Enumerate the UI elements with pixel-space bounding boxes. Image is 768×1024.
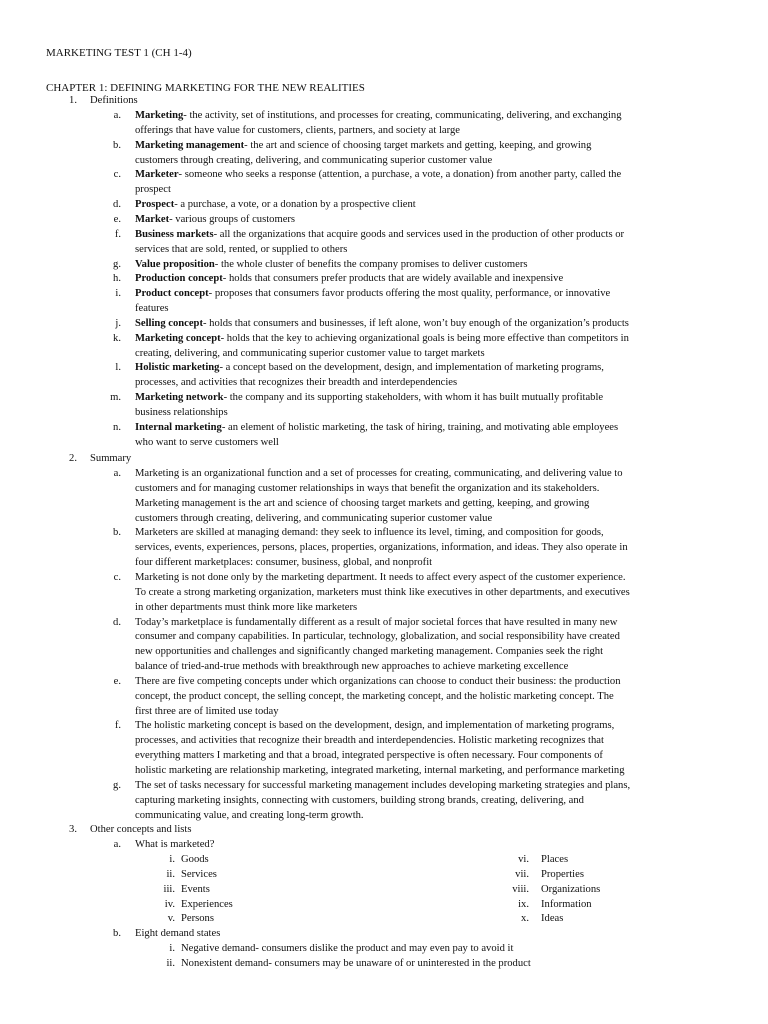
definition-term: Holistic marketing bbox=[135, 362, 220, 374]
summary-line: The set of tasks necessary for successful marketing management includes developing marketing strategies and plans, bbox=[135, 779, 631, 791]
definition-line bbox=[135, 436, 279, 451]
definition-text: - holds that consumers prefer products that are widely available and inexpensive bbox=[222, 273, 564, 285]
definition-line bbox=[135, 183, 171, 198]
definition-text: - a purchase, a vote, or a donation by a prospective client bbox=[174, 199, 416, 211]
definition-text: creating, delivering, and communicating superior customer value to target markets bbox=[135, 347, 485, 359]
summary-letter: d. bbox=[113, 616, 121, 628]
summary-line: customers and for managing customer relationships in ways that benefit the organization and its stakeholders. bbox=[135, 482, 600, 494]
definition-line bbox=[135, 139, 591, 154]
definition-line bbox=[135, 347, 485, 362]
definition-text: - the art and science of choosing target markets and getting, keeping, and growing bbox=[244, 139, 592, 151]
marketed-item: Persons bbox=[181, 913, 214, 925]
roman-numeral: v. bbox=[167, 913, 175, 925]
definition-text: - a concept based on the development, design, and implementation of marketing programs, bbox=[219, 362, 604, 374]
summary-line: balance of tried-and-true methods with breakthrough new approaches to achieve marketing excellence bbox=[135, 661, 569, 673]
roman-numeral: ii. bbox=[166, 868, 175, 880]
definition-text: who want to serve customers well bbox=[135, 436, 279, 448]
definition-text: - someone who seeks a response (attention, a purchase, a vote, a donation) from another party, called the bbox=[178, 169, 622, 181]
definition-text: services that are sold, rented, or supplied to others bbox=[135, 243, 348, 255]
summary-letter: a. bbox=[113, 468, 121, 479]
summary-line: holistic marketing are relationship marketing, integrated marketing, internal marketing, and performance marketing bbox=[135, 765, 625, 776]
marketed-item: Services bbox=[181, 868, 217, 880]
definition-term: Production concept bbox=[135, 273, 223, 285]
list-item-label: Eight demand states bbox=[135, 928, 221, 939]
definition-letter: f. bbox=[114, 228, 121, 240]
definition-line bbox=[135, 361, 604, 376]
marketed-item: Ideas bbox=[541, 913, 564, 925]
definition-line bbox=[135, 109, 622, 124]
definition-text: - holds that the key to achieving organizational goals is being more effective than competitors in bbox=[220, 332, 629, 344]
definition-line bbox=[135, 243, 347, 258]
summary-line: Marketers are skilled at managing demand: they seek to influence its level, timing, and composition for goods, bbox=[135, 527, 604, 539]
document-title: MARKETING TEST 1 (CH 1-4) bbox=[46, 47, 192, 59]
roman-numeral: ii. bbox=[166, 957, 175, 969]
definition-text: - the whole cluster of benefits the company promises to deliver customers bbox=[214, 258, 528, 270]
definition-term: Marketer bbox=[135, 169, 179, 181]
roman-numeral: iii. bbox=[163, 883, 175, 895]
definition-letter: j. bbox=[115, 317, 121, 329]
demand-state-item: Negative demand- consumers dislike the product and may even pay to avoid it bbox=[181, 943, 514, 954]
roman-numeral: vii. bbox=[515, 868, 529, 880]
definition-line bbox=[135, 317, 629, 332]
definition-text: offerings that have value for customers, clients, partners, and society at large bbox=[135, 124, 460, 136]
definition-text: features bbox=[135, 303, 169, 315]
section-number: 2. bbox=[69, 453, 77, 464]
definition-term: Prospect bbox=[135, 199, 175, 211]
summary-line: customers through creating, delivering, and communicating superior customer value bbox=[135, 512, 493, 524]
definition-term: Internal marketing bbox=[135, 421, 222, 433]
definition-letter: i. bbox=[115, 288, 121, 300]
summary-line: concept, the product concept, the selling concept, the marketing concept, and the holistic marketing concept. The bbox=[135, 690, 614, 702]
marketed-item: Events bbox=[181, 883, 210, 895]
definition-letter: h. bbox=[113, 273, 121, 285]
definition-text: processes, and activities that recognizes their breadth and interdependencies bbox=[135, 377, 458, 389]
definition-term: Marketing bbox=[135, 110, 184, 121]
roman-numeral: vi. bbox=[518, 854, 529, 865]
summary-line: Marketing is not done only by the marketing department. It needs to affect every aspect of the customer experience. bbox=[135, 571, 626, 583]
summary-line: Marketing management is the art and science of choosing target markets and getting, keeping, and growing bbox=[135, 497, 590, 509]
definition-term: Marketing network bbox=[135, 392, 224, 404]
definition-line bbox=[135, 421, 618, 436]
definition-line bbox=[135, 258, 528, 273]
definition-term: Marketing concept bbox=[135, 332, 221, 344]
definition-text: - an element of holistic marketing, the task of hiring, training, and motivating able employees bbox=[221, 421, 619, 433]
summary-line: The holistic marketing concept is based on the development, design, and implementation of marketing programs, bbox=[135, 720, 615, 732]
section-number: 1. bbox=[69, 95, 77, 106]
definition-text: - proposes that consumers favor products offering the most quality, performance, or innovative bbox=[208, 288, 611, 300]
definition-text: business relationships bbox=[135, 407, 228, 418]
demand-state-item: Nonexistent demand- consumers may be unaware of or uninterested in the product bbox=[181, 957, 531, 969]
definition-term: Marketing management bbox=[135, 139, 245, 151]
definition-letter: m. bbox=[110, 392, 121, 404]
definition-line bbox=[135, 302, 169, 317]
definition-letter: e. bbox=[113, 213, 121, 225]
definition-text: - the company and its supporting stakeholders, with whom it has built mutually profitable bbox=[223, 392, 604, 404]
section-label: Other concepts and lists bbox=[90, 824, 192, 835]
summary-line: processes, and activities that recognize their breadth and interdependencies. Holistic marketing recognizes that bbox=[135, 735, 604, 747]
definition-line bbox=[135, 391, 603, 406]
definition-letter: d. bbox=[113, 199, 121, 211]
summary-letter: b. bbox=[113, 527, 121, 539]
summary-line: first three are of limited use today bbox=[135, 705, 279, 717]
definition-text: prospect bbox=[135, 184, 171, 196]
roman-numeral: viii. bbox=[512, 883, 529, 895]
marketed-item: Goods bbox=[181, 854, 209, 865]
definition-line bbox=[135, 198, 416, 213]
chapter-heading: CHAPTER 1: DEFINING MARKETING FOR THE NEW REALITIES bbox=[46, 82, 365, 94]
definition-text: - holds that consumers and businesses, if left alone, won’t buy enough of the organization’s products bbox=[202, 317, 629, 329]
summary-line: To create a strong marketing organization, marketers must think like executives in other departments, and executives bbox=[135, 586, 630, 598]
definition-term: Value proposition bbox=[135, 258, 215, 270]
roman-numeral: ix. bbox=[518, 898, 529, 910]
summary-line: There are five competing concepts under which organizations can choose to conduct their business: the production bbox=[135, 675, 621, 687]
summary-line: Marketing is an organizational function and a set of processes for creating, communicating, and delivering value to bbox=[135, 468, 623, 479]
definition-line bbox=[135, 228, 624, 243]
section-label: Definitions bbox=[90, 95, 138, 106]
definition-line bbox=[135, 332, 629, 347]
definition-text: - the activity, set of institutions, and processes for creating, communicating, delivering, and exchanging bbox=[183, 110, 622, 121]
summary-line: capturing marketing insights, connecting with customers, building strong brands, creating, delivering, and bbox=[135, 794, 584, 806]
definition-letter: n. bbox=[113, 421, 121, 433]
roman-numeral: i. bbox=[169, 943, 175, 954]
definition-letter: b. bbox=[113, 139, 121, 151]
marketed-item: Information bbox=[541, 898, 592, 910]
definition-line bbox=[135, 124, 460, 139]
definition-letter: a. bbox=[113, 110, 121, 121]
definition-line bbox=[135, 272, 563, 287]
definition-letter: g. bbox=[113, 258, 121, 270]
summary-line: Today’s marketplace is fundamentally different as a result of major societal forces that have resulted in many new bbox=[135, 616, 618, 628]
definition-line bbox=[135, 213, 295, 228]
definition-text: - all the organizations that acquire goods and services used in the production of other products or bbox=[213, 228, 625, 240]
summary-letter: g. bbox=[113, 779, 121, 791]
section-label: Summary bbox=[90, 453, 132, 464]
marketed-item: Organizations bbox=[541, 883, 601, 895]
marketed-item: Properties bbox=[541, 868, 584, 880]
roman-numeral: i. bbox=[169, 854, 175, 865]
definition-term: Product concept bbox=[135, 288, 209, 300]
definition-letter: c. bbox=[113, 169, 121, 181]
summary-letter: f. bbox=[114, 720, 121, 732]
definition-term: Business markets bbox=[135, 228, 214, 240]
definition-text: customers through creating, delivering, and communicating superior customer value bbox=[135, 154, 493, 166]
definition-line bbox=[135, 376, 457, 391]
summary-line: new opportunities and challenges and significantly changed marketing management. Companies seek the right bbox=[135, 646, 604, 658]
roman-numeral: iv. bbox=[164, 898, 175, 910]
definition-line bbox=[135, 154, 492, 169]
roman-numeral: x. bbox=[521, 913, 529, 925]
list-letter: a. bbox=[113, 839, 121, 850]
summary-line: four different marketplaces: consumer, business, global, and nonprofit bbox=[135, 557, 433, 569]
summary-letter: e. bbox=[113, 675, 121, 687]
summary-line: in other departments must think more like marketers bbox=[135, 601, 358, 613]
summary-line: communicating value, and creating long-term growth. bbox=[135, 809, 364, 821]
definition-letter: l. bbox=[115, 362, 121, 374]
marketed-item: Places bbox=[541, 854, 569, 865]
definition-line bbox=[135, 406, 228, 421]
definition-line bbox=[135, 168, 621, 183]
summary-line: everything matters I marketing and that a broad, integrated perspective is often necessary. Four components of bbox=[135, 750, 603, 762]
definition-text: - various groups of customers bbox=[169, 213, 296, 225]
summary-line: consumer and company capabilities. In particular, technology, globalization, and social responsibility have created bbox=[135, 631, 620, 643]
section-number: 3. bbox=[69, 824, 77, 835]
summary-letter: c. bbox=[113, 571, 121, 583]
list-letter: b. bbox=[113, 928, 121, 939]
list-item-label: What is marketed? bbox=[135, 839, 215, 850]
definition-term: Market bbox=[135, 213, 170, 225]
definition-letter: k. bbox=[113, 332, 121, 344]
definition-line bbox=[135, 287, 610, 302]
definition-term: Selling concept bbox=[135, 317, 203, 329]
summary-line: services, events, experiences, persons, places, properties, organizations, information, and ideas. They also operate in bbox=[135, 542, 628, 554]
marketed-item: Experiences bbox=[181, 898, 233, 910]
